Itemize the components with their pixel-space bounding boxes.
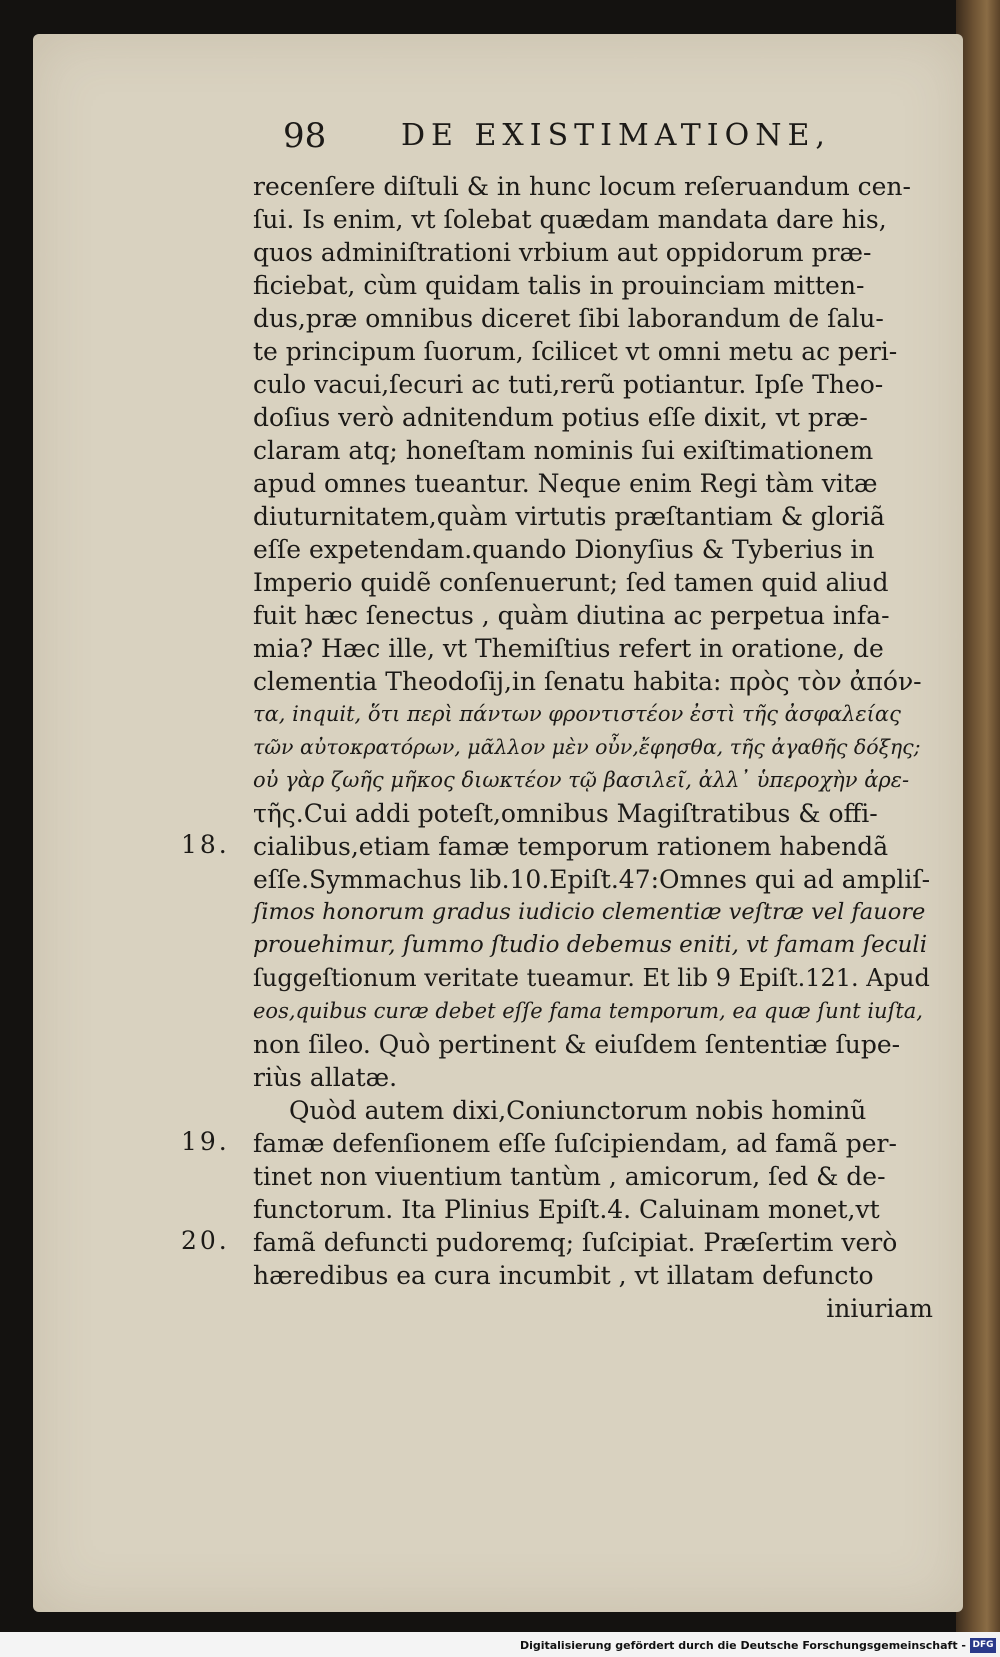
text-line: fuit hæc ſenectus , quàm diutina ac perpetua infa- <box>253 601 890 630</box>
text-line: Quòd autem dixi,Coniunctorum nobis hominũ <box>289 1096 867 1125</box>
text-line: non ſileo. Quò pertinent & eiuſdem ſententiæ ſupe- <box>253 1030 901 1059</box>
running-title: DE EXISTIMATIONE, <box>401 118 831 153</box>
margin-note-number: 20. <box>181 1226 230 1255</box>
margin-note-number: 19. <box>181 1127 230 1156</box>
text-line: famæ defenſionem eſſe ſuſcipiendam, ad famã per- <box>253 1129 897 1158</box>
text-line: dus,præ omnibus diceret ſibi laborandum de ſalu- <box>253 304 884 333</box>
text-line: cialibus,etiam famæ temporum rationem habendã <box>253 832 889 861</box>
text-line: ſuggeſtionum veritate tueamur. Et lib 9 Epiſt.121. Apud <box>253 964 930 992</box>
text-line: οὐ γὰρ ζωῆς μῆκος διωκτέον τῷ βασιλεῖ, ἀλλ᾽ ὑπεροχὴν ἀρε- <box>253 768 910 792</box>
text-line: famã defuncti pudoremq; ſuſcipiat. Præſertim verò <box>253 1228 898 1257</box>
body-text <box>253 170 933 1325</box>
text-line: apud omnes tueantur. Neque enim Regi tàm vitæ <box>253 469 878 498</box>
text-block <box>181 114 933 1325</box>
text-line: prouehimur, ſummo ſtudio debemus eniti, vt famam ſeculi <box>253 932 928 958</box>
text-line: hæredibus ea cura incumbit , vt illatam defuncto <box>253 1261 874 1290</box>
text-line: eſſe.Symmachus lib.10.Epiſt.47:Omnes qui ad ampliſ- <box>253 865 931 894</box>
text-line: diuturnitatem,quàm virtutis præſtantiam & gloriã <box>253 502 885 531</box>
footer-credit: Digitalisierung gefördert durch die Deutsche Forschungsgemeinschaft - <box>519 1639 966 1652</box>
text-line: clementia Theodoſij,in ſenatu habita: πρὸς τὸν ἀπόν- <box>253 667 922 696</box>
text-line: τα, inquit, ὅτι περὶ πάντων φροντιστέον ἐστὶ τῆς ἀσφαλείας <box>253 702 901 726</box>
text-line: τῶν αὐτοκρατόρων, μᾶλλον μὲν οὖν,ἔφησθα, τῆς ἀγαθῆς δόξης; <box>253 735 921 759</box>
text-line: claram atq; honeſtam nominis ſui exiſtimationem <box>253 436 874 465</box>
text-line: recenſere diſtuli & in hunc locum reſeruandum cen- <box>253 172 911 201</box>
text-line: τῆς.Cui addi poteſt,omnibus Magiſtratibus & offi- <box>253 799 878 828</box>
dfg-logo-icon: DFG <box>970 1638 996 1653</box>
text-line: doſius verò adnitendum potius eſſe dixit, vt præ- <box>253 403 868 432</box>
page-number: 98 <box>283 116 327 156</box>
margin-note-number: 18. <box>181 830 230 859</box>
text-line: quos adminiſtrationi vrbium aut oppidorum præ- <box>253 238 872 267</box>
text-line: riùs allatæ. <box>253 1063 398 1092</box>
text-line: ſimos honorum gradus iudicio clementiæ veſtræ vel fauore <box>253 899 926 925</box>
text-line: tinet non viuentium tantùm , amicorum, ſed & de- <box>253 1162 886 1191</box>
running-head <box>253 114 933 170</box>
footer-bar <box>0 1632 1000 1657</box>
book-page <box>33 34 963 1612</box>
text-line: functorum. Ita Plinius Epiſt.4. Caluinam monet,vt <box>253 1195 880 1224</box>
text-line: eſſe expetendam.quando Dionyſius & Tyberius in <box>253 535 875 564</box>
text-line: Imperio quidẽ conſenuerunt; ſed tamen quid aliud <box>253 568 889 597</box>
text-line: te principum ſuorum, ſcilicet vt omni metu ac peri- <box>253 337 898 366</box>
text-line: eos,quibus curæ debet eſſe fama temporum, ea quæ ſunt iuſta, <box>253 999 923 1023</box>
text-line: ſui. Is enim, vt ſolebat quædam mandata dare his, <box>253 205 887 234</box>
text-line: culo vacui,ſecuri ac tuti,rerũ potiantur. Ipſe Theo- <box>253 370 884 399</box>
text-line: mia? Hæc ille, vt Themiſtius refert in oratione, de <box>253 634 884 663</box>
text-line: iniuriam <box>826 1294 933 1323</box>
text-line: ficiebat, cùm quidam talis in prouinciam mitten- <box>253 271 865 300</box>
